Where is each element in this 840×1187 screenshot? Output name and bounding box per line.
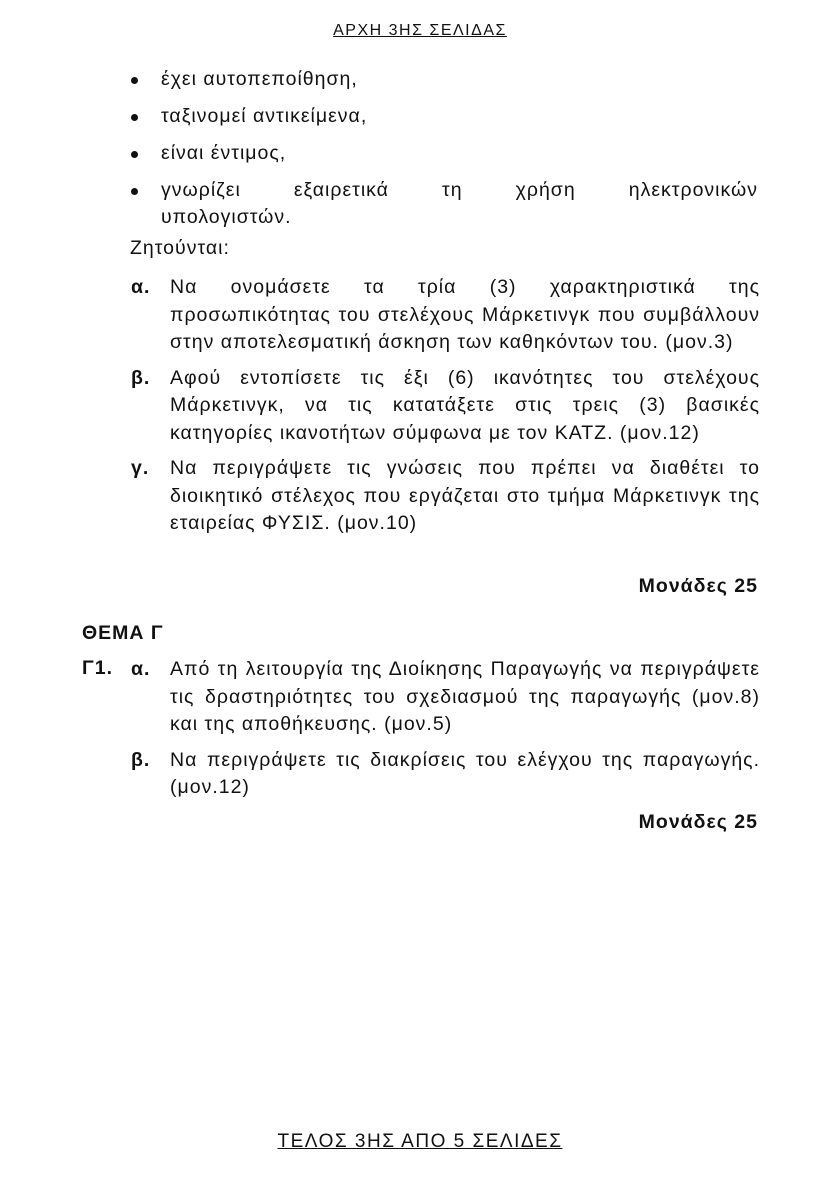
question-text: Να περιγράψετε τις διακρίσεις του ελέγχου της παραγωγής. (μον.12): [170, 748, 760, 798]
question-item: [128, 455, 760, 538]
section-title: ΘΕΜΑ Γ: [82, 622, 164, 644]
bullet-icon: [131, 114, 138, 121]
asked-label: Ζητούνται:: [130, 237, 230, 259]
page-header: ΑΡΧΗ 3ΗΣ ΣΕΛΙΔΑΣ: [333, 22, 507, 39]
question-text: Να περιγράψετε τις γνώσεις που πρέπει να διαθέτει το διοικητικό στέλεχος που εργάζεται στο τμήμα Μάρκετινγκ της εταιρείας ΦΥΣΙΣ. (μον.10): [170, 457, 760, 534]
bullet-icon: [131, 151, 138, 158]
trait-bullet-list: [128, 66, 758, 241]
question-mark: α.: [131, 276, 151, 298]
list-item: γνωρίζει εξαιρετικά τη χρήση ηλεκτρονικών υπολογιστών.: [128, 177, 758, 231]
question-item: [128, 274, 760, 357]
question-item: [128, 656, 760, 739]
bullet-icon: [131, 77, 138, 84]
question-mark: γ.: [131, 457, 150, 479]
question-item: [128, 747, 760, 802]
question-text: Να ονομάσετε τα τρία (3) χαρακτηριστικά της προσωπικότητας του στελέχους Μάρκετινγκ που συμβάλλουν στην αποτελεσματική άσκηση των καθηκόντων του. (μον.3): [170, 276, 760, 353]
g1-question-list: [128, 656, 760, 810]
units-total: Μονάδες 25: [638, 575, 758, 597]
units-total: Μονάδες 25: [638, 811, 758, 833]
question-number: Γ1.: [82, 657, 113, 679]
question-list: [128, 274, 760, 546]
question-mark: β.: [131, 748, 151, 771]
question-mark: β.: [131, 366, 151, 389]
page-footer: ΤΕΛΟΣ 3ΗΣ ΑΠΟ 5 ΣΕΛΙΔΕΣ: [277, 1131, 563, 1152]
question-text: Από τη λειτουργία της Διοίκησης Παραγωγής να περιγράψετε τις δραστηριότητες του σχεδιασμού της παραγωγής (μον.8) και της αποθήκευσης. (μον.5): [170, 658, 760, 735]
question-item: [128, 365, 760, 448]
question-text: Αφού εντοπίσετε τις έξι (6) ικανότητες του στελέχους Μάρκετινγκ, να τις κατατάξετε στις τρεις (3) βασικές κατηγορίες ικανοτήτων σύμφωνα με τον KATZ. (μον.12): [170, 366, 760, 444]
question-mark: α.: [131, 658, 151, 680]
list-item: είναι έντιμος,: [128, 140, 758, 167]
list-item: έχει αυτοπεποίθηση,: [128, 66, 758, 93]
bullet-icon: [131, 188, 138, 195]
list-item: ταξινομεί αντικείμενα,: [128, 103, 758, 130]
